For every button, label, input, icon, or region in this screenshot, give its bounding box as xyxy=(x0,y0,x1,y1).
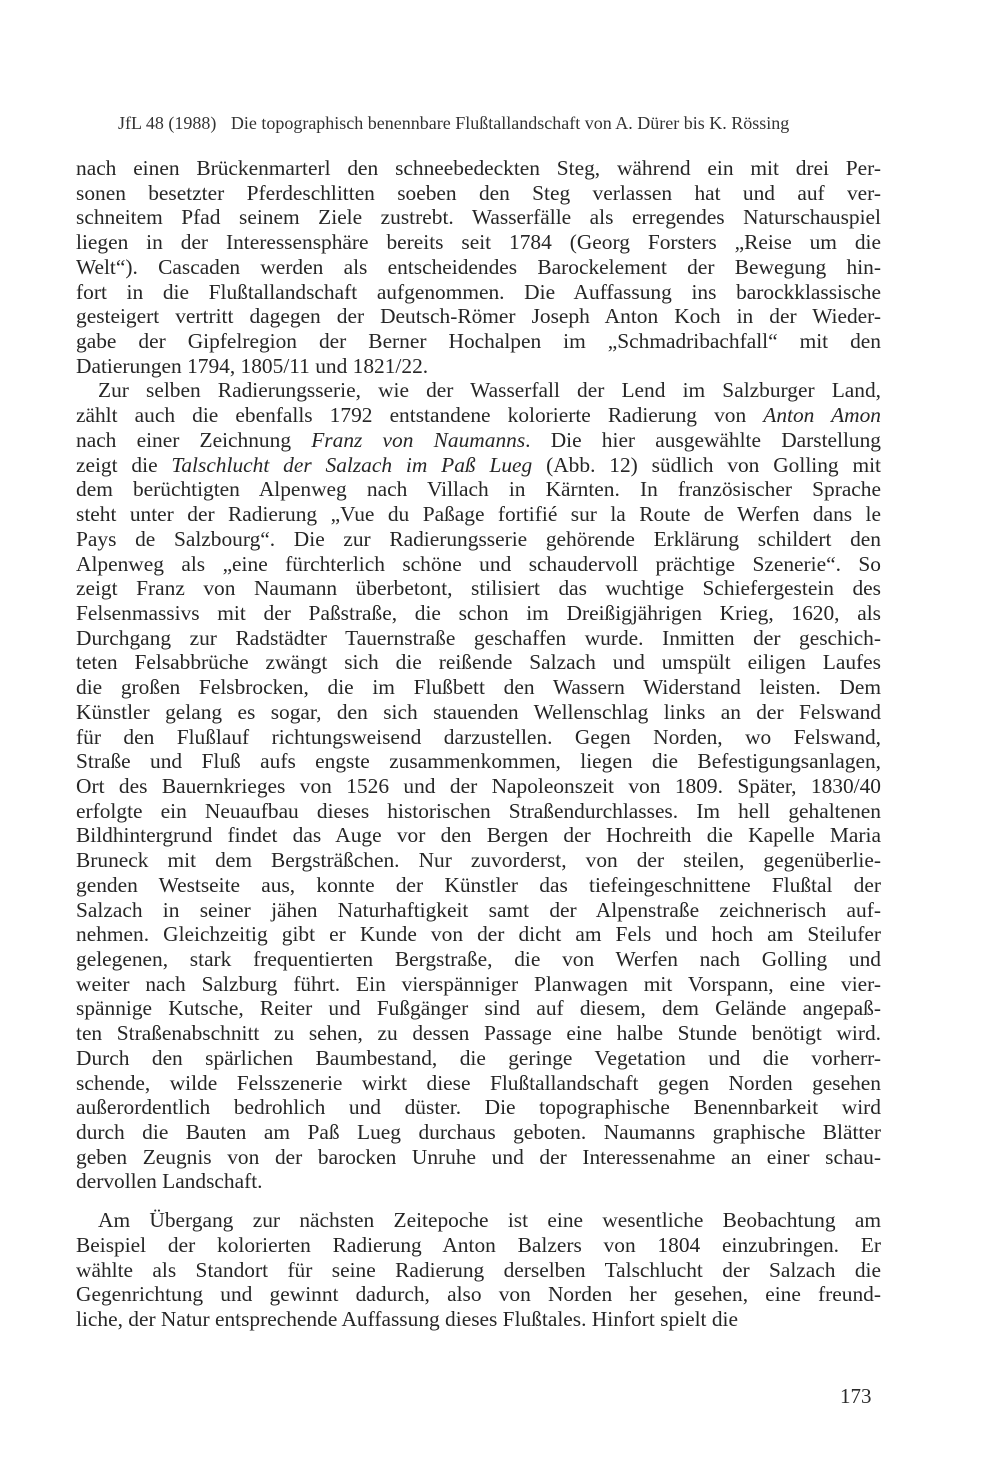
text-line: gelegenen, stark frequentierten Bergstraße, die von Werfen nach Golling und xyxy=(76,947,881,971)
text-line: Pays de Salzbourg“. Die zur Radierungsserie gehörende Erklärung schildert den xyxy=(76,526,881,551)
text-line: Alpenweg als „eine fürchterlich schöne und schaudervoll prächtige Szenerie“. So xyxy=(76,551,881,576)
running-title: Die topographisch benennbare Flußtallandschaft von A. Dürer bis K. Rössing xyxy=(230,113,790,133)
text-line: für den Flußlauf richtungsweisend darzustellen. Gegen Norden, wo Felswand, xyxy=(76,724,881,749)
italic-title: Talschlucht der Salzach im Paß Lueg xyxy=(171,452,533,477)
text-line: Beispiel der kolorierten Radierung Anton Balzers von 1804 einzubringen. Er xyxy=(76,1232,881,1257)
text-line: erfolgte ein Neuaufbau dieses historischen Straßendurchlasses. Im hell gehaltenen xyxy=(76,798,881,823)
text-line: gabe der Gipfelregion der Berner Hochalpen im „Schmadribachfall“ mit den xyxy=(76,329,881,354)
italic-title: Anton Amon xyxy=(763,403,881,428)
text-line: schende, wilde Felsszenerie wirkt diese Flußtallandschaft gegen Norden gesehen xyxy=(76,1070,881,1095)
journal-citation: JfL 48 (1988) xyxy=(118,113,217,133)
text-line: ten Straßenabschnitt zu sehen, zu dessen Passage eine halbe Stunde benötigt wird. xyxy=(76,1021,881,1046)
text-line: spännige Kutsche, Reiter und Fußgänger sind auf diesem, dem Gelände angepaß- xyxy=(76,996,881,1021)
text-line: außerordentlich bedrohlich und düster. Die topographische Benennbarkeit wird xyxy=(76,1095,881,1120)
text-line: geben Zeugnis von der barocken Unruhe und der Interessenahme an einer schau- xyxy=(76,1144,881,1169)
text-line: schneitem Pfad seinem Ziele zustrebt. Wasserfälle als erregendes Naturschauspiel xyxy=(76,205,881,230)
text-line: weiter nach Salzburg führt. Ein vierspänniger Planwagen mit Vorspann, eine vier- xyxy=(76,971,881,996)
text-line: nach einen Brückenmarterl den schneebedeckten Steg, während ein mit drei Per- xyxy=(76,156,881,180)
text-line: dem berüchtigten Alpenweg nach Villach in Kärnten. In französischer Sprache xyxy=(76,477,881,502)
text-line: Bildhintergrund findet das Auge vor den Bergen der Hochreith die Kapelle Maria xyxy=(76,823,881,848)
text-line: fort in die Flußtallandschaft aufgenommen. Die Auffassung ins barockklassische xyxy=(76,279,881,304)
text-line: Durchgang zur Radstädter Tauernstraße geschaffen wurde. Inmitten der geschich- xyxy=(76,625,881,650)
page-number: 173 xyxy=(840,1384,872,1408)
text-line: Welt“). Cascaden werden als entscheidendes Barockelement der Bewegung hin- xyxy=(76,254,881,279)
text-line: Ort des Bauernkrieges von 1526 und der Napoleonszeit von 1809. Später, 1830/40 xyxy=(76,773,881,798)
text-line: teten Felsabbrüche zwängt sich die reißende Salzach und umspült eiligen Laufes xyxy=(76,650,881,675)
text-line: Salzach in seiner jähen Naturhaftigkeit samt der Alpenstraße zeichnerisch auf- xyxy=(76,897,881,922)
text-line: zeigt Franz von Naumann überbetont, stilisiert das wuchtige Schiefergestein des xyxy=(76,576,881,601)
text-line: die großen Felsbrocken, die im Flußbett den Wassern Widerstand leisten. Dem xyxy=(76,675,881,700)
text-line: Am Übergang zur nächsten Zeitepoche ist eine wesentliche Beobachtung am xyxy=(98,1208,881,1233)
text-line: dervollen Landschaft. xyxy=(76,1169,263,1194)
text-line: liche, der Natur entsprechende Auffassung dieses Flußtales. Hinfort spielt die xyxy=(76,1307,738,1332)
text-line: steht unter der Radierung „Vue du Paßage fortifié sur la Route de Werfen dans le xyxy=(76,502,881,527)
text-line: Straße und Fluß aufs engste zusammenkommen, liegen die Befestigungsanlagen, xyxy=(76,749,881,774)
running-header xyxy=(118,112,878,134)
paragraph xyxy=(76,1208,881,1332)
body-text xyxy=(76,156,881,1332)
text-line: durch die Bauten am Paß Lueg durchaus geboten. Naumanns graphische Blätter xyxy=(76,1120,881,1145)
text-line: Datierungen 1794, 1805/11 und 1821/22. xyxy=(76,353,429,378)
text-line: Künstler gelang es sogar, den sich stauenden Wellenschlag links an der Felswand xyxy=(76,699,881,724)
italic-title: Franz von Naumanns xyxy=(311,427,526,452)
text-line: sonen besetzter Pferdeschlitten soeben den Steg verlassen hat und auf ver- xyxy=(76,180,881,205)
text-line: zeigt die Talschlucht der Salzach im Paß Lueg (Abb. 12) südlich von Golling mit xyxy=(76,452,881,477)
text-line: zählt auch die ebenfalls 1792 entstandene kolorierte Radierung von Anton Amon xyxy=(76,403,881,428)
text-line: nehmen. Gleichzeitig gibt er Kunde von der dicht am Fels und hoch am Steilufer xyxy=(76,922,881,947)
text-line: Zur selben Radierungsserie, wie der Wasserfall der Lend im Salzburger Land, xyxy=(98,378,881,403)
text-line: Felsenmassivs mit der Paßstraße, die schon im Dreißigjährigen Krieg, 1620, als xyxy=(76,600,881,625)
text-line: Durch den spärlichen Baumbestand, die geringe Vegetation und die vorherr- xyxy=(76,1045,881,1070)
text-line: liegen in der Interessensphäre bereits seit 1784 (Georg Forsters „Reise um die xyxy=(76,230,881,255)
text-line: wählte als Standort für seine Radierung derselben Talschlucht der Salzach die xyxy=(76,1257,881,1282)
text-line: Gegenrichtung und gewinnt dadurch, also von Norden her gesehen, eine freund- xyxy=(76,1282,881,1307)
text-line: genden Westseite aus, konnte der Künstler das tiefeingeschnittene Flußtal der xyxy=(76,872,881,897)
paragraph xyxy=(76,378,881,1194)
paragraph xyxy=(76,156,881,378)
text-line: gesteigert vertritt dagegen der Deutsch-Römer Joseph Anton Koch in der Wieder- xyxy=(76,304,881,329)
text-line: Bruneck mit dem Bergsträßchen. Nur zuvorderst, von der steilen, gegenüberlie- xyxy=(76,848,881,873)
text-line: nach einer Zeichnung Franz von Naumanns. Die hier ausgewählte Darstellung xyxy=(76,427,881,452)
